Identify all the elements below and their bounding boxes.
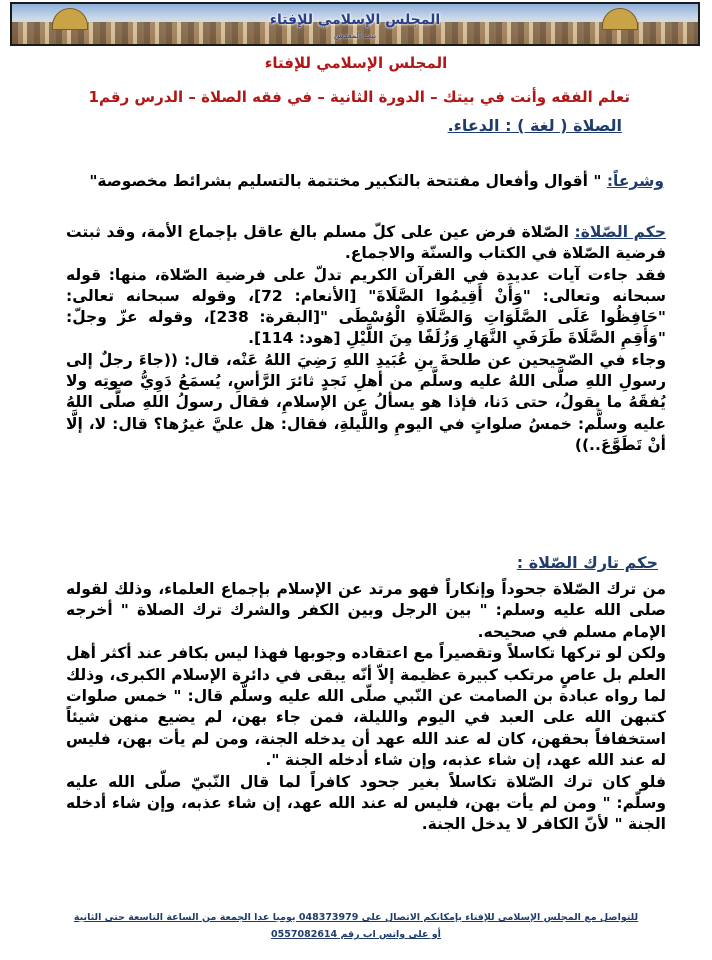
abandon-paragraph-3: فلو كان ترك الصّلاة تكاسلاً بغير جحود كافراً لما قال النّبيّ صلّى الله عليه وسلّم: " ومن لم يأت بهن، فليس له عند الله عهد، إن شاء عذبه، وإن شاء أدخله الجنة " لأنّ الكافر لا يدخل الجنة. (66, 772, 666, 834)
dome-icon (52, 8, 88, 30)
abandon-section (66, 579, 666, 836)
banner-subtitle: بيت المقدس (333, 31, 377, 40)
footer-contact: للتواصل مع المجلس الإسلامي للإفتاء بإمكانكم الاتصال على 048373979 يوميا عدا الجمعة من الساعة التاسعة حتى الثانية (73, 912, 639, 923)
ruling-paragraph-1 (66, 222, 666, 265)
definition-language: الصلاة ( لغة ) : الدعاء. (447, 116, 622, 135)
ruling-paragraph-3: وجاء في الصّحيحين عن طلحةَ بنِ عُبَيدِ اللهِ رَضِيَ اللهُ عَنْه، قال: ((جاءَ رجلٌ إلى رسولِ اللهِ صلَّى اللهُ عليه وسلَّم من أهلِ نَجدٍ ثائرَ الرَّأسِ، يُسمَعُ دَوِيُّ صوتِه ولا يُفقَهُ ما يقولُ، حتى دَنا، فإذا هو يسألُ عن الإسلامِ، فقال رسولُ اللهِ صلَّى اللهُ عليه وسلَّم: خمسُ صلواتٍ في اليومِ واللَّيلةِ، فقال: هل عليَّ غيرُها؟ قال: لا، إلَّا أنْ تَطَوَّعَ..)) (66, 350, 666, 454)
ruling-label: حكم الصّلاة: (574, 223, 666, 241)
abandon-heading: حكم تارك الصّلاة : (516, 553, 658, 572)
definition-sharia-label: وشرعاً: (606, 172, 664, 190)
page-title: المجلس الإسلامي للإفتاء (264, 54, 448, 72)
ruling-p1-text: الصّلاة فرض عين على كلّ مسلم بالغ عاقل بإجماع الأمة، وقد ثبتت فرضية الصّلاة في الكتاب والسنّة والاجماع. (66, 223, 666, 263)
dome-icon (602, 8, 638, 30)
abandon-paragraph-2: ولكن لو تركها تكاسلاً وتقصيراً مع اعتقاده وجوبها فهذا ليس بكافر عند أكثر أهل العلم بل عاصٍ مرتكب كبيرة عظيمة إلاّ أنّه يبقى في دائرة الإسلام الكبرى، وذلك لما رواه عبادة بن الصامت عن النّبي صلّى الله عليه وسلّم قال: " خمس صلوات كتبهن الله على العبد في اليوم والليلة، فمن جاء بهن، لم يضيع منهن شيئاً استخفافاً بحقهن، كان له عند الله عهد أن يدخله الجنة، ومن لم يأت بهن، فليس له عند الله عهد، إن شاء عذبه، وإن شاء أدخله الجنة ". (66, 644, 666, 770)
header-banner (10, 2, 700, 46)
definition-sharia (89, 172, 664, 190)
lesson-line: تعلم الفقه وأنت في بيتك – الدورة الثانية – في فقه الصلاة – الدرس رقم1 (88, 88, 630, 106)
footer-whatsapp: أو على واتس اب رقم 0557082614 (271, 929, 441, 940)
abandon-paragraph-1: من ترك الصّلاة جحوداً وإنكاراً فهو مرتد عن الإسلام بإجماع العلماء، وذلك لقوله صلى الله عليه وسلم: " بين الرجل وبين الكفر والشرك ترك الصلاة " أخرجه الإمام مسلم في صحيحه. (66, 580, 666, 641)
definition-sharia-text: " أقوال وأفعال مفتتحة بالتكبير مختتمة بالتسليم بشرائط مخصوصة" (89, 172, 607, 190)
ruling-paragraph-2: فقد جاءت آيات عديدة في القرآن الكريم تدلّ على فرضية الصّلاة، منها: قوله سبحانه وتعالى: "وَأَنْ أَقِيمُوا الصَّلَاةَ" [الأنعام: 72]، وقوله سبحانه تعالى: "حَافِظُوا عَلَى الصَّلَوَاتِ وَالصَّلَاةِ الْوُسْطَى "[البقرة: 238]، وقوله عزّ وجلّ: "وَأَقِمِ الصَّلَاةَ طَرَفَيِ النَّهَارِ وَزُلَفًا مِنَ اللَّيْلِ [هود: 114]. (66, 265, 667, 348)
banner-title: المجلس الإسلامي للإفتاء (269, 12, 441, 28)
ruling-section (66, 222, 666, 456)
